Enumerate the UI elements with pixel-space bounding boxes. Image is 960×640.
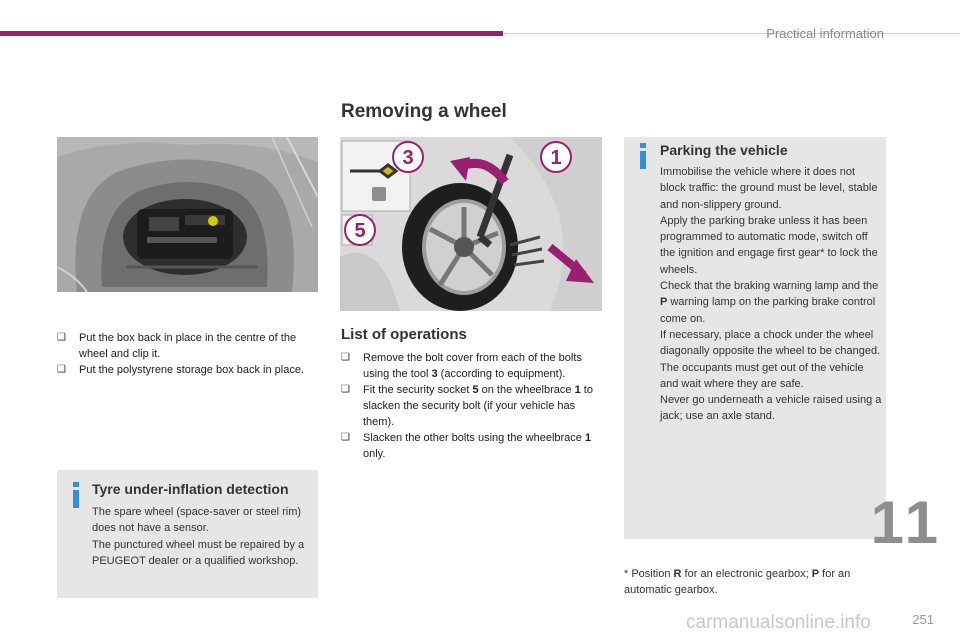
callout-five-label: 5 <box>354 220 366 242</box>
parking-box-body <box>660 164 882 425</box>
footnote-text: for an automatic gearbox. <box>624 568 851 596</box>
step-text: Slacken the other bolts using the wheelbrace <box>363 432 585 444</box>
step-text: (according to equipment). <box>437 368 566 380</box>
callout-three-icon <box>393 142 423 172</box>
footnote <box>624 566 886 598</box>
parking-box-title: Parking the vehicle <box>660 142 788 158</box>
parking-paragraph: Immobilise the vehicle where it does not block traffic: the ground must be level, stable and non-slippery ground. <box>660 166 878 211</box>
step-text: to slacken the security bolt (if your vehicle has them). <box>363 384 593 428</box>
parking-text: warning lamp on the parking brake control come on. <box>660 296 876 325</box>
list-item <box>57 362 309 378</box>
parking-paragraph: If necessary, place a chock under the wheel diagonally opposite the wheel to be changed. <box>660 328 881 358</box>
callout-three-label: 3 <box>402 147 414 169</box>
watermark: carmanualsonline.info <box>686 612 871 633</box>
header-accent-bar <box>0 31 503 36</box>
page-title: Removing a wheel <box>341 101 507 122</box>
operations-list <box>341 350 596 462</box>
parking-bold-ref: P <box>660 296 668 309</box>
bullet-box-icon: ❑ <box>341 384 350 395</box>
footnote-text: for an electronic gearbox; <box>681 568 812 580</box>
wheel-tools-photo <box>340 137 602 311</box>
step-text: on the wheelbrace <box>478 384 575 396</box>
bullet-box-icon: ❑ <box>57 332 66 343</box>
step-bold-ref: 5 <box>472 384 479 396</box>
chapter-number: 11 <box>870 489 942 556</box>
parking-paragraph: Apply the parking brake unless it has been programmed to automatic mode, switch off the ignition and engage first gear* to lock the wheels. <box>660 214 878 276</box>
bullet-box-icon: ❑ <box>57 364 66 375</box>
step-text: Fit the security socket <box>363 384 473 396</box>
step-bold-ref: 3 <box>431 368 438 380</box>
parking-paragraph: Never go underneath a vehicle raised using a jack; use an axle stand. <box>660 394 882 423</box>
left-steps-list <box>57 330 309 378</box>
parking-paragraph: The occupants must get out of the vehicle and wait where they are safe. <box>660 361 864 390</box>
footnote-text: Position <box>631 568 674 580</box>
bullet-box-icon: ❑ <box>341 432 350 443</box>
step-bold-ref: 1 <box>584 432 592 444</box>
header-rule <box>503 33 960 34</box>
list-item <box>341 350 596 382</box>
spare-wheel-well-photo <box>57 137 318 292</box>
bullet-box-icon: ❑ <box>341 352 350 363</box>
operations-title: List of operations <box>341 326 467 343</box>
list-item <box>341 382 596 430</box>
step-bold-ref: 1 <box>574 384 581 396</box>
tyre-box-body: The spare wheel (space-saver or steel rim) does not have a sensor. The punctured wheel must be repaired by a PEUGEOT dealer or a qualified workshop. <box>92 506 305 567</box>
callout-five-icon <box>345 215 375 245</box>
step-text: Put the polystyrene storage box back in place. <box>79 364 305 376</box>
footnote-bold: R <box>673 568 682 580</box>
parking-text: Check that the braking warning lamp and the <box>660 280 879 293</box>
tyre-box-title: Tyre under-inflation detection <box>92 481 289 497</box>
tyre-info-box <box>57 470 318 598</box>
parking-info-box <box>624 137 886 539</box>
section-title: Practical information <box>766 26 884 41</box>
list-item <box>341 430 596 462</box>
footnote-star: * <box>624 568 632 580</box>
callout-one-icon <box>541 142 571 172</box>
list-item <box>57 330 309 362</box>
parking-paragraph <box>660 278 882 327</box>
callout-one-label: 1 <box>550 147 562 169</box>
step-text: only. <box>363 448 386 460</box>
step-text: Remove the bolt cover from each of the bolts using the tool <box>363 352 582 380</box>
step-text: Put the box back in place in the centre of the wheel and clip it. <box>79 332 297 360</box>
page-number: 251 <box>912 612 934 627</box>
footnote-bold: P <box>811 568 820 580</box>
